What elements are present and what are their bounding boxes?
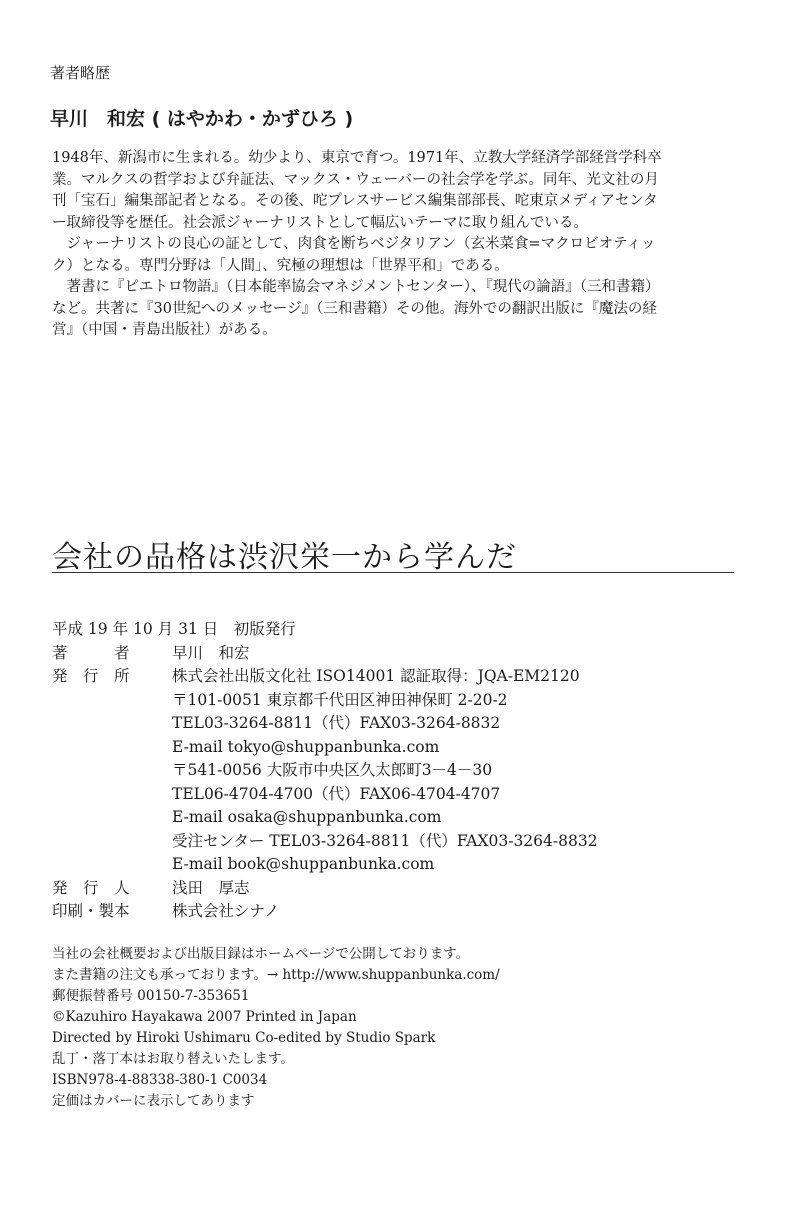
colophon-row <box>52 900 598 924</box>
colophon-label: 平成 19 年 10 月 31 日 初版発行 <box>52 620 296 638</box>
note-line: 郵便振替番号 00150-7-353651 <box>52 988 250 1004</box>
colophon-text: 早川 和宏 <box>172 643 250 662</box>
colophon-row <box>52 806 598 830</box>
note-line: ©Kazuhiro Hayakawa 2007 Printed in Japan <box>52 1009 357 1025</box>
colophon-text: E-mail book@shuppanbunka.com <box>172 855 435 873</box>
colophon-label <box>52 736 172 760</box>
colophon-text: 〒541-0056 大阪市中央区久太郎町3－4－30 <box>172 761 493 779</box>
bio-paragraph: 著書に『ピエトロ物語』（日本能率協会マネジメントセンター）、『現代の論語』（三和書籍）など。共著に『30世紀へのメッセージ』（三和書籍）その他。海外での翻訳出版に『魔法の経営』（中国・青島出版社）がある。 <box>52 279 660 338</box>
colophon-row <box>52 759 598 783</box>
colophon-label <box>52 712 172 736</box>
colophon-label <box>52 689 172 713</box>
book-title: 会社の品格は渋沢栄一から学んだ <box>52 540 517 575</box>
title-divider <box>52 572 734 573</box>
colophon-text: E-mail tokyo@shuppanbunka.com <box>172 737 440 756</box>
colophon-label: 発 行 所 <box>52 667 130 685</box>
colophon-text: 株式会社出版文化社 ISO14001 認証取得：JQA-EM2120 <box>172 667 580 685</box>
colophon-label: 発 行 人 <box>52 878 130 897</box>
note-line: また書籍の注文も承っております。→ http://www.shuppanbunka.com/ <box>52 967 500 983</box>
publisher-notes <box>52 944 500 1112</box>
colophon-row <box>52 689 598 713</box>
colophon-label: 著 者 <box>52 643 130 662</box>
colophon-row <box>52 618 598 642</box>
colophon-text: 株式会社シナノ <box>172 902 280 920</box>
colophon-text: E-mail osaka@shuppanbunka.com <box>172 808 442 826</box>
colophon-text: TEL03-3264-8811（代）FAX03-3264-8832 <box>172 714 501 732</box>
note-line: ISBN978-4-88338-380-1 C0034 <box>52 1072 268 1088</box>
colophon-row <box>52 642 598 666</box>
colophon <box>52 618 598 924</box>
author-bio <box>52 148 662 342</box>
colophon-row <box>52 853 598 877</box>
colophon-row <box>52 665 598 689</box>
colophon-text: 〒101-0051 東京都千代田区神田神保町 2-20-2 <box>172 690 508 709</box>
note-line: 当社の会社概要および出版目録はホームページで公開しております。 <box>52 946 470 962</box>
colophon-label <box>52 759 172 783</box>
colophon-row <box>52 712 598 736</box>
colophon-text: TEL06-4704-4700（代）FAX06-4704-4707 <box>172 784 501 803</box>
note-line: 定価はカバーに表示してあります <box>52 1093 255 1109</box>
colophon-row <box>52 830 598 854</box>
note-line: 乱丁・落丁本はお取り替えいたします。 <box>52 1051 294 1067</box>
colophon-text: 浅田 厚志 <box>172 878 250 897</box>
colophon-row <box>52 877 598 901</box>
section-label: 著者略歴 <box>50 64 111 82</box>
colophon-label <box>52 806 172 830</box>
colophon-label: 印刷・製本 <box>52 902 130 920</box>
bio-paragraph: ジャーナリストの良心の証として、肉食を断ちベジタリアン（玄米菜食=マクロビオティック）となる。専門分野は「人間」、究極の理想は「世界平和」である。 <box>52 236 656 274</box>
note-line: Directed by Hiroki Ushimaru Co-edited by Studio Spark <box>52 1030 436 1046</box>
colophon-label <box>52 853 172 877</box>
colophon-row <box>52 736 598 760</box>
bio-paragraph: 1948年、新潟市に生まれる。幼少より、東京で育つ。1971年、立教大学経済学部経営学科卒業。マルクスの哲学および弁証法、マックス・ウェーバーの社会学を学ぶ。同年、光文社の月刊「宝石」編集部記者となる。その後、咜プレスサービス編集部部長、咜東京メディアセンター取締役等を歴任。社会派ジャーナリストとして幅広いテーマに取り組んでいる。 <box>52 150 662 231</box>
colophon-text: 受注センター TEL03-3264-8811（代）FAX03-3264-8832 <box>172 831 598 850</box>
author-name: 早川 和宏 ( はやかわ・かずひろ ) <box>50 108 354 130</box>
colophon-row <box>52 783 598 807</box>
colophon-label <box>52 830 172 854</box>
colophon-label <box>52 783 172 807</box>
